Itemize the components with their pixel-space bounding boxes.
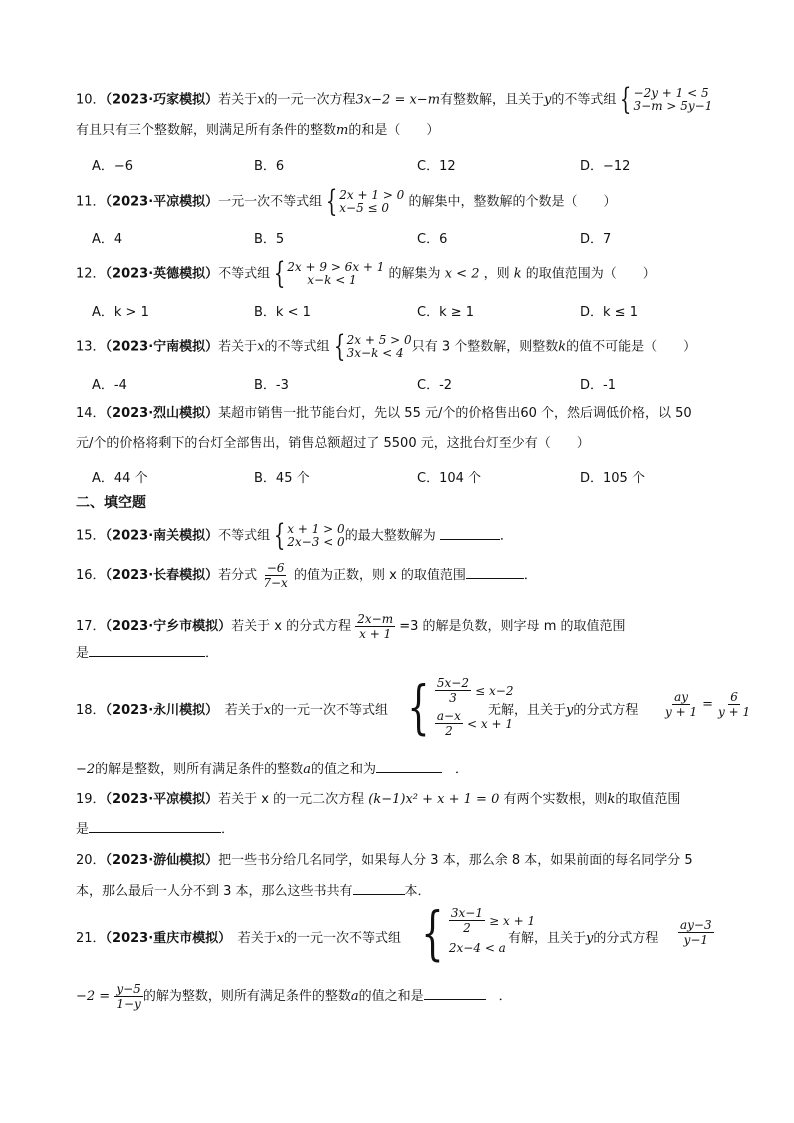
question-15: 15．（2023·南关模拟）不等式组 { x + 1 > 0 2x−3 < 0 的最大整数解为 ． [76,518,513,553]
question-number: 19． [76,792,106,807]
question-number: 16． [76,568,106,583]
fraction: $\frac{y-5}{1-y}$ [116,982,141,1011]
option-c[interactable]: C．12 [417,159,456,174]
question-number: 15． [76,528,106,544]
question-13-options [92,374,742,394]
question-14-line-2: 元/个的价格将剩下的台灯全部售出，销售总额超过了 5500 元，这批台灯至少有（ ） [76,436,590,451]
question-12-options [92,301,742,321]
question-18: 18．（2023·永川模拟） 若关于x的一元一次不等式组 { $\frac{5x-2}{3}$ ≤ x−2 $\frac{a-x}{2}$ < x + 1 无解，且关于y的分式方程 $\frac{ay}{y + 1}$ = $\frac{6}{y + 1}$ [76,673,751,741]
question-source: （2023·英德模拟） [105,266,219,282]
question-source: （2023·平凉模拟） [105,792,219,807]
fraction: $\frac{2x-m}{x + 1}$ [357,612,394,641]
question-19-line-2: 是 ． [76,818,746,841]
question-16: 16．（2023·长春模拟）若分式 $\frac{-6}{7-x}$ 的值为正数，则 x 的取值范围 ． [76,561,537,590]
question-13: 13．（2023·宁南模拟）若关于x的不等式组 { 2x + 5 > 0 3x−k < 4 只有 3 个整数解，则整数k的值不可能是（ ） [76,329,697,364]
fraction: $\frac{ay-3}{y-1}$ [680,918,712,947]
question-14: 14．（2023·烈山模拟）某超市销售一批节能台灯，先以 55 元/个的价格售出60 个，然后调低价格，以 50 [76,406,692,421]
inequality-system: { −2y + 1 < 5 3−m > 5y−1 [620,82,713,117]
option-a[interactable]: A．-4 [92,378,127,393]
option-b[interactable]: B．6 [254,159,285,174]
question-source: （2023·永川模拟） [105,703,212,718]
inequality-system: { 2x + 1 > 0 x−5 ≤ 0 [326,184,405,219]
option-b[interactable]: B．5 [254,232,285,247]
answer-blank[interactable] [440,525,500,540]
question-source: （2023·平凉模拟） [105,194,219,210]
question-12: 12．（2023·英德模拟）不等式组 { 2x + 9 > 6x + 1 x−k < 1 的解集为 x < 2 ，则 k 的取值范围为（ ） [76,256,656,291]
option-b[interactable]: B．45 个 [254,471,310,486]
answer-blank[interactable] [89,642,205,657]
question-18-line-2: −2的解是整数，则所有满足条件的整数a的值之和为 ． [76,758,746,781]
question-number: 20． [76,853,106,868]
section-title: 二、填空题 [76,495,146,511]
question-number: 11． [76,194,106,210]
question-20: 20．（2023·游仙模拟）把一些书分给几名同学，如果每人分 3 本，那么余 8 本，如果前面的每名同学分 5 [76,853,693,868]
inequality-system: { x + 1 > 0 2x−3 < 0 [274,518,345,553]
option-b[interactable]: B．k < 1 [254,305,311,320]
answer-blank[interactable] [466,564,524,579]
question-21-line-2: −2 = $\frac{y-5}{1-y}$ 的解为整数，则所有满足条件的整数a的值之和是 ． [76,982,512,1011]
question-number: 21． [76,931,106,946]
question-10-options [92,155,742,175]
inequality-system: { $\frac{3x-1}{2}$ ≥ x + 1 2x−4 < a [421,898,536,967]
question-number: 13． [76,339,106,355]
option-d[interactable]: D．k ≤ 1 [580,305,638,320]
question-11-options [92,228,742,248]
option-d[interactable]: D．−12 [580,159,631,174]
question-17-line-2: 是 ． [76,642,746,665]
question-number: 17． [76,619,106,634]
answer-blank[interactable] [376,758,442,773]
inequality-system: { $\frac{5x-2}{3}$ ≤ x−2 $\frac{a-x}{2}$ < x + 1 [407,673,514,741]
question-source: （2023·宁南模拟） [105,339,219,355]
option-d[interactable]: D．105 个 [580,471,645,486]
question-source: （2023·烈山模拟） [105,406,219,421]
answer-blank[interactable] [353,880,405,895]
option-a[interactable]: A．44 个 [92,471,148,486]
fraction: $\frac{-6}{7-x}$ [263,561,288,590]
question-source: （2023·宁乡市模拟） [105,619,232,634]
question-10: 10．（2023·巧家模拟）若关于x的一元一次方程3x−2 = x−m有整数解，且关于y的不等式组 { −2y + 1 < 5 3−m > 5y−1 [76,82,713,117]
question-20-line-2: 本，那么最后一人分不到 3 本，那么这些书共有 本． [76,880,746,903]
answer-blank[interactable] [89,818,221,833]
option-c[interactable]: C．104 个 [417,471,482,486]
fraction-equation: $\frac{ay}{y + 1}$ = $\frac{6}{y + 1}$ [665,690,751,719]
question-10-line-2: 有且只有三个整数解，则满足所有条件的整数m的和是（ ） [76,123,440,138]
question-21: 21．（2023·重庆市模拟） 若关于x的一元一次不等式组 { $\frac{3x-1}{2}$ ≥ x + 1 2x−4 < a 有解，且关于y的分式方程 $\frac{ay-3}{y-1}$ [76,898,712,967]
question-source: （2023·长春模拟） [105,568,219,583]
option-c[interactable]: C．6 [417,232,448,247]
answer-blank[interactable] [424,985,486,1000]
option-d[interactable]: D．7 [580,232,612,247]
option-c[interactable]: C．-2 [417,378,453,393]
inequality-system: { 2x + 9 > 6x + 1 x−k < 1 [274,256,385,291]
option-b[interactable]: B．-3 [254,378,289,393]
inequality-system: { 2x + 5 > 0 3x−k < 4 [333,329,412,364]
option-a[interactable]: A．k > 1 [92,305,149,320]
option-c[interactable]: C．k ≥ 1 [417,305,475,320]
option-d[interactable]: D．-1 [580,378,616,393]
question-source: （2023·游仙模拟） [105,853,219,868]
question-source: （2023·南关模拟） [105,528,219,544]
question-number: 18． [76,703,106,718]
question-source: （2023·重庆市模拟） [105,931,225,946]
question-14-options [92,467,742,487]
question-19: 19．（2023·平凉模拟）若关于 x 的一元二次方程 (k−1)x² + x + 1 = 0 有两个实数根，则k的取值范围 [76,792,681,807]
question-number: 12． [76,266,106,282]
question-number: 14． [76,406,106,421]
question-17: 17．（2023·宁乡市模拟）若关于 x 的分式方程 $\frac{2x-m}{x + 1}$ =3 的解是负数，则字母 m 的取值范围 [76,612,626,641]
question-source: （2023·巧家模拟） [105,92,219,108]
option-a[interactable]: A．−6 [92,159,134,174]
question-11: 11．（2023·平凉模拟）一元一次不等式组 { 2x + 1 > 0 x−5 ≤ 0 的解集中，整数解的个数是（ ） [76,184,617,219]
option-a[interactable]: A．4 [92,232,123,247]
question-number: 10． [76,92,106,108]
